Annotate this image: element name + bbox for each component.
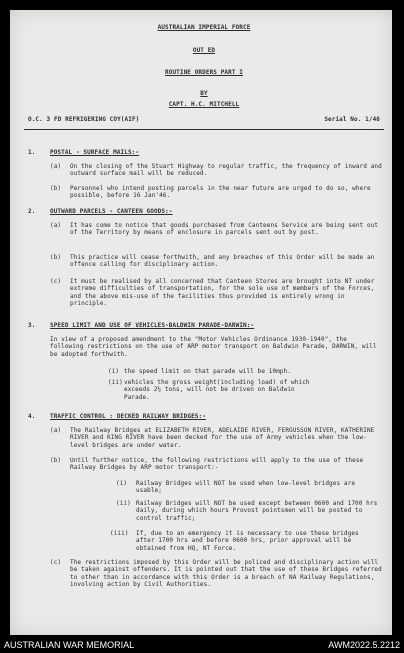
item-text: The restrictions imposed by this Order will be policed and disciplinary action will be taken against offenders. It is pointed out that the use of these Bridges referred to other than in accordance with this Order is a breach of NA Railway Regulations, involving action by Civil Authorities. [70,559,382,589]
item-mark: (ii) [108,379,123,386]
item-text: It has come to notice that goods purchased from Canteens Service are being sent out of the Territory by means of enclosure in parcels sent out by post. [70,222,379,237]
item-text: This practice will cease forthwith, and any breaches of this Order will be made an offence calling for disciplinary action. [70,254,375,269]
item-mark: (i) [116,480,128,487]
item-text: It must be realised by all concerned that Canteen Stores are brought into NT under extreme difficulties of transportation, for the sole use of members of the Forces, and the above mis-use of the facilities thus provided is entirely wrong in principle. [70,278,375,308]
item-mark: (i) [108,368,120,375]
item-text: Railway Bridges will NOT be used except between 0600 and 1700 hrs daily, during which hours Provost pointsmen will be posted to control traffic; [136,500,378,522]
item-text: On the closing of the Stuart Highway to regular traffic, the frequency of inward and outward surface mail will be reduced. [70,163,382,178]
unit-name: O.C. 3 FD REFRIGERING COY(AIF) [28,116,140,123]
section-number: 2. [28,208,36,215]
item-text: vehicles the gross weight(including load) of which exceeds 2½ tons, will not be driven on Baldwin Parade. [124,379,310,401]
orders-number: OUT ED [192,47,216,54]
item-mark: (iii) [110,530,129,537]
section-number: 4. [28,413,36,420]
item-text: Personnel who intend posting parcels in the near future are urged to do so, where possible, before 16 Jan'46. [70,185,371,200]
officer-name: CAPT. H.C. MITCHELL [168,101,240,108]
serial-number: Serial No. 1/46 [324,116,380,123]
item-text: the speed limit on that parade will be 10mph. [124,368,292,375]
section-heading: POSTAL - SURFACE MAILS:- [50,149,140,156]
section-heading: SPEED LIMIT AND USE OF VEHICLES-BALDWIN PARADE-DARWIN:- [50,322,255,329]
item-mark: (b) [50,254,62,261]
item-text: Until further notice, the following restrictions will apply to the use of these Railway Bridges by ARP motor transport:- [70,457,364,472]
item-text: The Railway Bridges at ELIZABETH RIVER, ADELAIDE RIVER, FERGUSSON RIVER, KATHERINE RIVER and KING RIVER have been decked for the use of Army vehicles when the low-level bridges are under water. [70,427,375,449]
item-mark: (a) [50,163,62,170]
item-mark: (ii) [116,500,131,507]
section-heading: OUTWARD PARCELS - CANTEEN GOODS:- [50,208,173,215]
document-page [10,10,392,635]
section-number: 1. [28,149,36,156]
section-number: 3. [28,322,36,329]
item-mark: (a) [50,222,62,229]
item-mark: (c) [50,559,62,566]
footer-source: AUSTRALIAN WAR MEMORIAL [4,640,135,650]
footer-reference: AWM2022.5.2212 [328,640,400,650]
force-title: AUSTRALIAN IMPERIAL FORCE [157,24,251,31]
item-mark: (a) [50,427,62,434]
item-text: Railway Bridges will NOT be used when low-level bridges are usable; [136,480,356,495]
orders-title: ROUTINE ORDERS PART I [165,69,243,76]
archive-footer [0,636,404,653]
item-text: If, due to an emergency it is necessary to use these bridges after 1700 hrs and before 0600 hrs, prior approval will be obtained from HQ, NT Force. [136,530,359,552]
by-line: BY [200,90,208,97]
section-heading: TRAFFIC CONTROL : DECKED RAILWAY BRIDGES:- [50,413,206,420]
section-intro: In view of a proposed amendment to the "Motor Vehicles Ordinance 1930-1940", the following restrictions on the use of ARP motor transport on Baldwin Parade, DARWIN, will be adopted forthwith. [50,336,377,358]
header-divider [24,129,384,130]
item-mark: (c) [50,278,62,285]
item-mark: (b) [50,457,62,464]
item-mark: (b) [50,185,62,192]
